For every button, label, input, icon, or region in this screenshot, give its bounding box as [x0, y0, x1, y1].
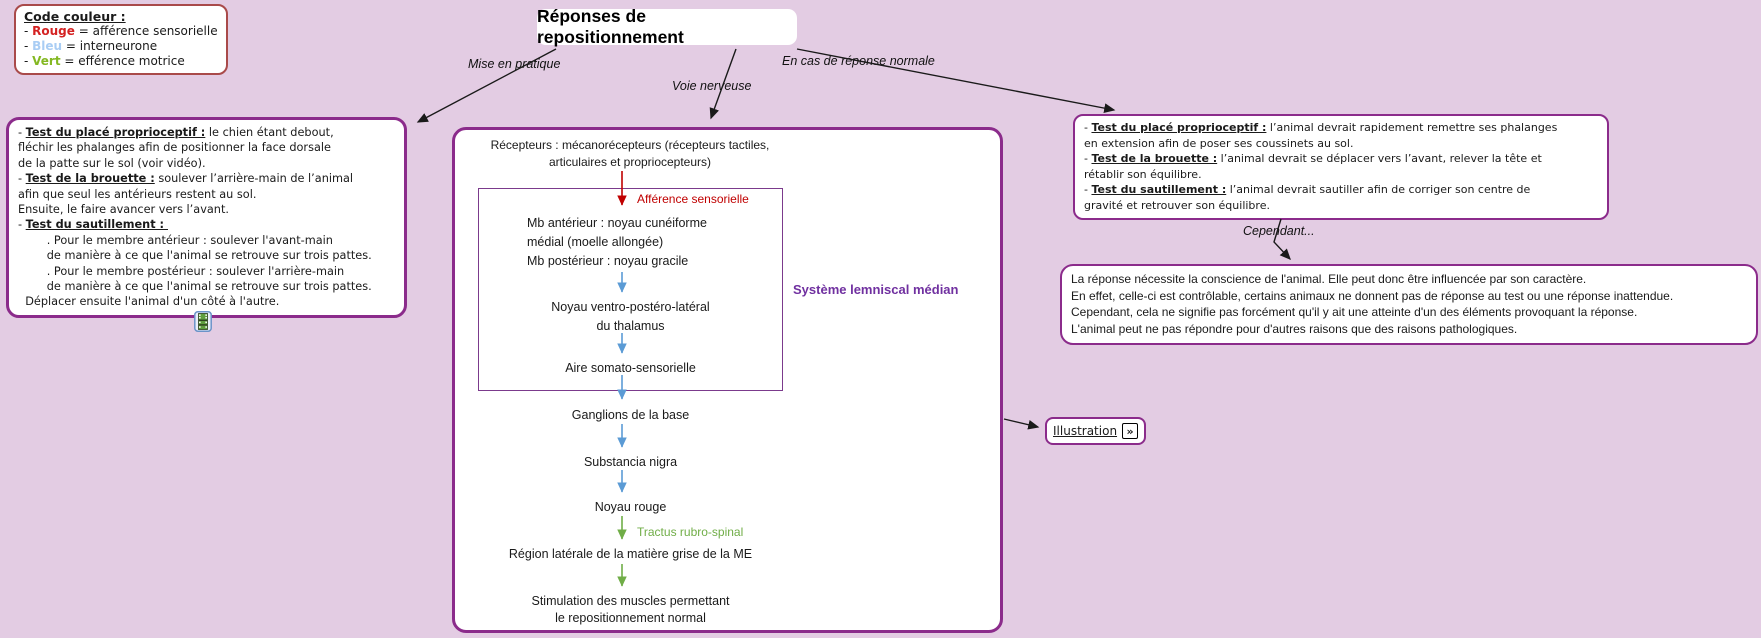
node-basal-ganglia: Ganglions de la base: [571, 408, 690, 422]
branch-label-voie-nerveuse: Voie nerveuse: [672, 79, 752, 93]
legend-item-green: - Vert = efférence motrice: [24, 54, 185, 68]
legend-term-blue: Bleu: [32, 39, 63, 53]
branch-label-reponse-normale: En cas de réponse normale: [782, 54, 935, 68]
legend-term-green: Vert: [32, 54, 61, 68]
node-red-nucleus: Noyau rouge: [594, 500, 667, 514]
branch-label-mise-en-pratique: Mise en pratique: [468, 57, 561, 71]
afference-sensorielle-label: Afférence sensorielle: [637, 192, 749, 206]
legend-title: Code couleur :: [24, 9, 126, 24]
expected-responses-box: - Test du placé proprioceptif : l’animal devrait rapidement remettre ses phalanges en extension afin de poser ses coussinets au sol. - Test de la brouette : l’animal devrait se déplacer vers l’avant, relever la tête et rétablir son équilibre. - Test du sautillement : l’animal devrait sautiller afin de corriger son centre de gravité et retrouver son équilibre.: [1073, 114, 1609, 220]
legend-item-red: - Rouge = afférence sensorielle: [24, 24, 218, 38]
node-thalamus: Noyau ventro-postéro-latéral du thalamus: [551, 300, 710, 333]
caveat-box: La réponse nécessite la conscience de l'animal. Elle peut donc être influencée par son caractère. En effet, celle-ci est contrôlable, certains animaux ne donnent pas de réponse au test ou une réponse inattendue. Cependant, cela ne signifie pas forcément qu'il y ait une atteinte d'un des éléments provoquant la réponse. L'animal peut ne pas répondre pour d'autres raisons que des raisons pathologiques.: [1060, 264, 1758, 345]
illustration-link-label[interactable]: Illustration: [1053, 424, 1118, 438]
legend-item-blue: - Bleu = interneurone: [24, 39, 158, 53]
node-receptors: Récepteurs : mécanorécepteurs (récepteurs tactiles, articulaires et propriocepteurs): [490, 138, 770, 169]
diagram-title: Réponses de repositionnement: [537, 9, 797, 45]
color-legend: [14, 4, 228, 75]
illustration-button[interactable]: [1045, 417, 1146, 445]
arrow-to-illustration: [1004, 419, 1038, 427]
node-lateral-grey-matter: Région latérale de la matière grise de la ME: [508, 547, 753, 561]
legend-term-red: Rouge: [32, 24, 75, 38]
systeme-lemniscal-label: Système lemniscal médian: [793, 282, 959, 297]
node-muscle-stimulation: Stimulation des muscles permettant le repositionnement normal: [531, 594, 730, 625]
branch-label-cependant: Cependant...: [1243, 224, 1315, 238]
link-out-icon: »: [1122, 423, 1138, 439]
tractus-rubro-spinal-label: Tractus rubro-spinal: [637, 525, 744, 539]
node-dcml-nuclei: Mb antérieur : noyau cunéiforme médial (moelle allongée) Mb postérieur : noyau gracile: [527, 216, 707, 268]
tests-procedure-box: - Test du placé proprioceptif : le chien étant debout, fléchir les phalanges afin de positionner la face dorsale de la patte sur le sol (voir vidéo). - Test de la brouette : soulever l’arrière-main de l’animal afin que seul les antérieurs restent au sol. Ensuite, le faire avancer vers l’avant. - Test du sautillement : . Pour le membre antérieur : soulever l'avant-main de manière à ce que l'animal se retrouve sur trois pattes. . Pour le membre postérieur : soulever l'arrière-main de manière à ce que l'animal se retrouve sur trois pattes. Déplacer ensuite l'animal d'un côté à l'autre.: [6, 117, 407, 318]
node-substantia-nigra: Substancia nigra: [583, 455, 678, 469]
nervous-pathway-box: [452, 127, 1003, 633]
video-film-icon[interactable]: [194, 311, 212, 332]
node-somatosensory-area: Aire somato-sensorielle: [565, 361, 696, 375]
